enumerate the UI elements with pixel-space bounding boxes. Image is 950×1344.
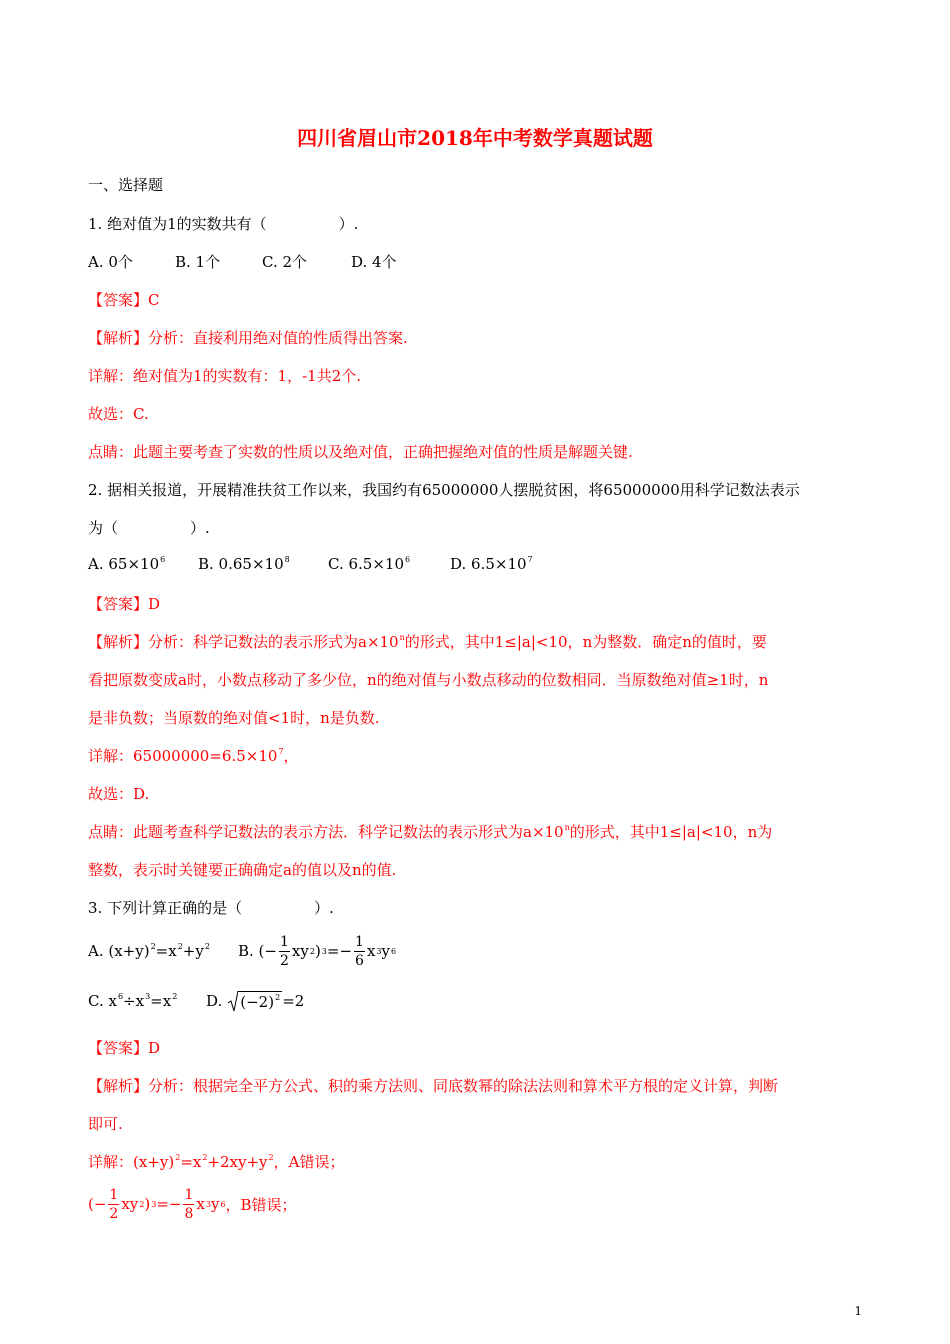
q3-detail-fraction-half: $\frac{1}{2}$ — [109, 1186, 119, 1222]
square-root-icon: $(-2)^2$ — [228, 990, 282, 1012]
q1-options — [88, 251, 397, 272]
q1-option-d: D. 4个 — [351, 253, 397, 271]
q3-detail-fraction-eighth: $\frac{1}{8}$ — [184, 1186, 194, 1222]
q3-option-a: A. $(x+y)^2=x^2+y^2$ — [88, 942, 210, 960]
q3-b-fraction-sixth: $\frac{1}{6}$ — [355, 933, 364, 969]
q3-detail-b: (− $\frac{1}{2}$ xy 2 ) 3 =− $\frac{1}{8}$ x 3 y 6 ，B错误； — [88, 1186, 297, 1222]
q2-comment-line2: 整数，表示时关键要正确确定a的值以及n的值. — [88, 861, 397, 879]
q2-answer: 【答案】D — [88, 595, 161, 613]
page-title: 四川省眉山市2018年中考数学真题试题 — [297, 126, 653, 150]
q2-comment-line1: 点睛：此题考查科学记数法的表示方法．科学记数法的表示形式为$a\times 10^n$的形式，其中1≤|a|<10，n为 — [88, 823, 773, 841]
q3-analysis-line1: 【解析】分析：根据完全平方公式、积的乘方法则、同底数幂的除法法则和算术平方根的定义计算，判断 — [88, 1077, 779, 1095]
q2-option-d: D. $6.5\times 10^7$ — [450, 555, 533, 573]
q1-answer: 【答案】C — [88, 291, 160, 309]
q1-analysis: 【解析】分析：直接利用绝对值的性质得出答案. — [88, 329, 408, 347]
q3-stem: 3. 下列计算正确的是（ ）. — [88, 899, 334, 917]
q2-stem-line2: 为（ ）. — [88, 519, 210, 537]
q3-option-d: D. $(-2)^2$ =2 — [206, 992, 305, 1011]
q2-option-b: B. $0.65\times 10^8$ — [198, 555, 290, 573]
q2-detail: 详解：$65000000=6.5\times 10^7$， — [88, 747, 299, 765]
section-heading: 一、选择题 — [88, 176, 164, 194]
q1-choice: 故选：C. — [88, 405, 149, 423]
q3-analysis-line2: 即可. — [88, 1115, 123, 1133]
q2-analysis-line2: 看把原数变成a时，小数点移动了多少位，n的绝对值与小数点移动的位数相同．当原数绝对值≥1时，n — [88, 671, 769, 689]
q3-options-cd — [88, 985, 304, 1017]
q2-stem-line1: 2. 据相关报道，开展精准扶贫工作以来，我国约有65000000人摆脱贫困，将65000000用科学记数法表示 — [88, 481, 800, 499]
q3-answer: 【答案】D — [88, 1039, 161, 1057]
q1-comment: 点睛：此题主要考查了实数的性质以及绝对值，正确把握绝对值的性质是解题关键. — [88, 443, 633, 461]
q2-analysis-line1: 【解析】分析：科学记数法的表示形式为$a\times 10^n$的形式，其中1≤|a|<10，n为整数．确定n的值时，要 — [88, 633, 767, 651]
q1-option-c: C. 2个 — [262, 253, 308, 271]
page-number: 1 — [854, 1304, 862, 1318]
q2-option-a: A. $65\times 10^6$ — [88, 555, 166, 573]
q1-option-b: B. 1个 — [175, 253, 221, 271]
q3-b-fraction-half: $\frac{1}{2}$ — [279, 933, 289, 969]
q3-detail-a: 详解：$(x+y)^2=x^2+2xy+y^2$，A错误； — [88, 1153, 345, 1171]
q1-option-a: A. 0个 — [88, 253, 133, 271]
q3-option-c: C. $x^6\div x^3=x^2$ — [88, 992, 178, 1010]
q2-option-c: C. $6.5\times 10^6$ — [328, 555, 411, 573]
q3-option-b: B. (− $\frac{1}{2}$ xy 2 ) 3 =− $\frac{1}{6}$ x 3 y 6 — [238, 933, 397, 969]
q3-options-ab — [88, 930, 396, 972]
q2-analysis-line3: 是非负数；当原数的绝对值<1时，n是负数. — [88, 709, 380, 727]
q1-stem: 1. 绝对值为1的实数共有（ ）. — [88, 215, 359, 233]
q2-options — [88, 555, 533, 573]
q2-choice: 故选：D. — [88, 785, 150, 803]
q1-detail: 详解：绝对值为1的实数有：1，-1共2个. — [88, 367, 362, 385]
